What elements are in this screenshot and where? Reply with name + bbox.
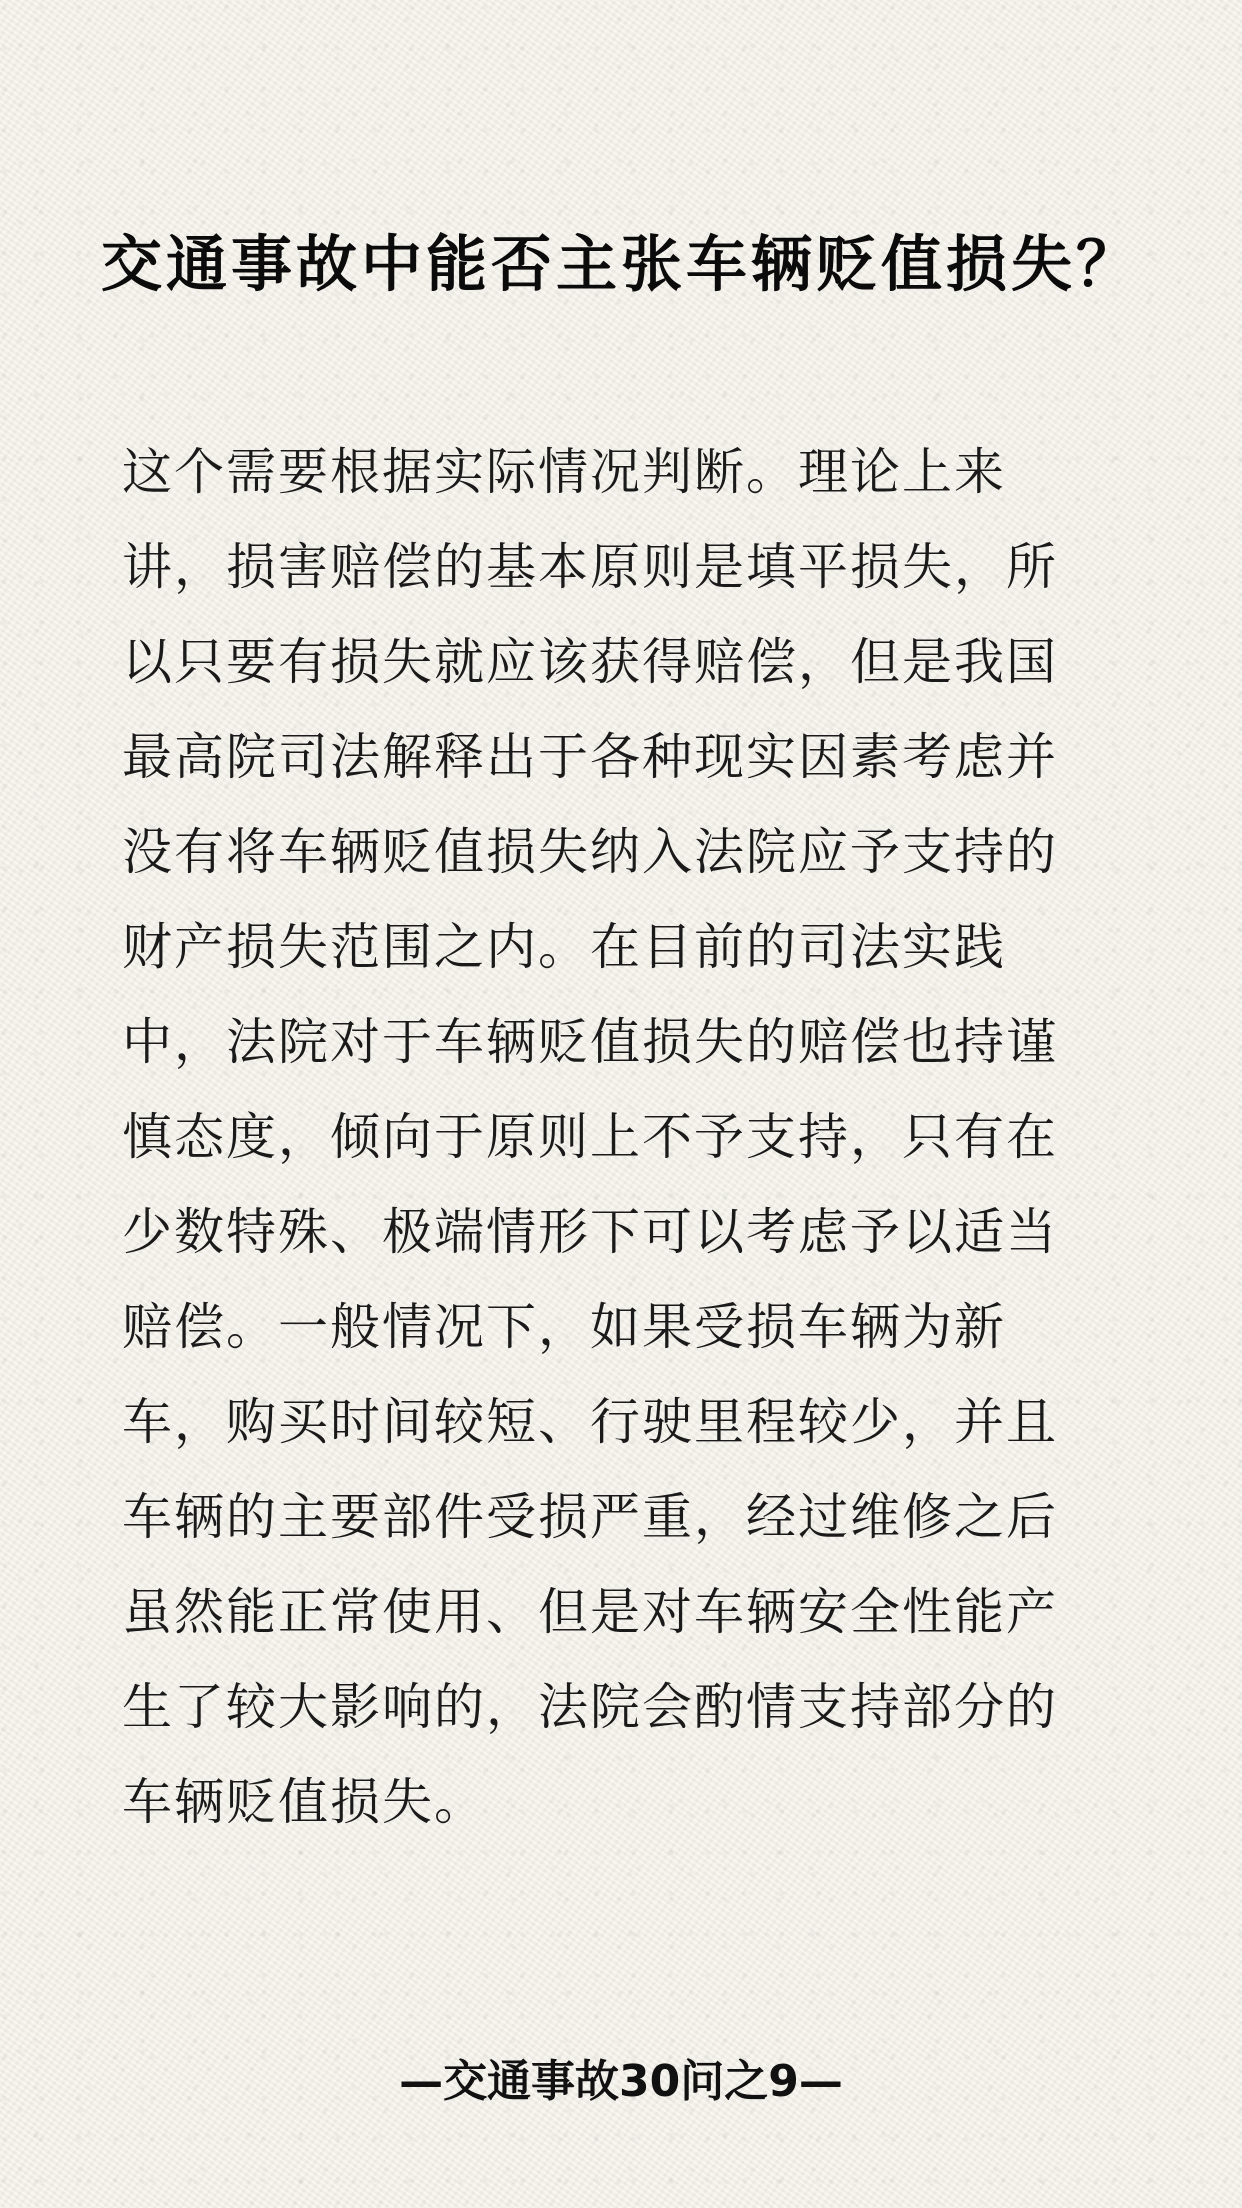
- series-footer: —交通事故30问之9—: [399, 2056, 843, 2107]
- body-line: 车辆贬值损失。: [122, 1773, 486, 1831]
- body-line: 车辆的主要部件受损严重，经过维修之后: [122, 1488, 1058, 1546]
- body-line: 这个需要根据实际情况判断。理论上来: [122, 443, 1006, 501]
- body-line: 慎态度，倾向于原则上不予支持，只有在: [122, 1108, 1058, 1166]
- body-line: 赔偿。一般情况下，如果受损车辆为新: [122, 1298, 1006, 1356]
- body-line: 没有将车辆贬值损失纳入法院应予支持的: [122, 823, 1058, 881]
- body-line: 财产损失范围之内。在目前的司法实践: [122, 918, 1006, 976]
- body-line: 车，购买时间较短、行驶里程较少，并且: [122, 1393, 1058, 1451]
- body-line: 虽然能正常使用、但是对车辆安全性能产: [122, 1583, 1058, 1641]
- article-body: [122, 425, 1122, 1850]
- body-line: 少数特殊、极端情形下可以考虑予以适当: [122, 1203, 1058, 1261]
- body-line: 中，法院对于车辆贬值损失的赔偿也持谨: [122, 1013, 1058, 1071]
- page-title: 交通事故中能否主张车辆贬值损失？: [100, 228, 1141, 300]
- body-line: 以只要有损失就应该获得赔偿，但是我国: [122, 633, 1058, 691]
- body-line: 讲，损害赔偿的基本原则是填平损失，所: [122, 538, 1058, 596]
- body-line: 最高院司法解释出于各种现实因素考虑并: [122, 728, 1058, 786]
- body-line: 生了较大影响的，法院会酌情支持部分的: [122, 1678, 1058, 1736]
